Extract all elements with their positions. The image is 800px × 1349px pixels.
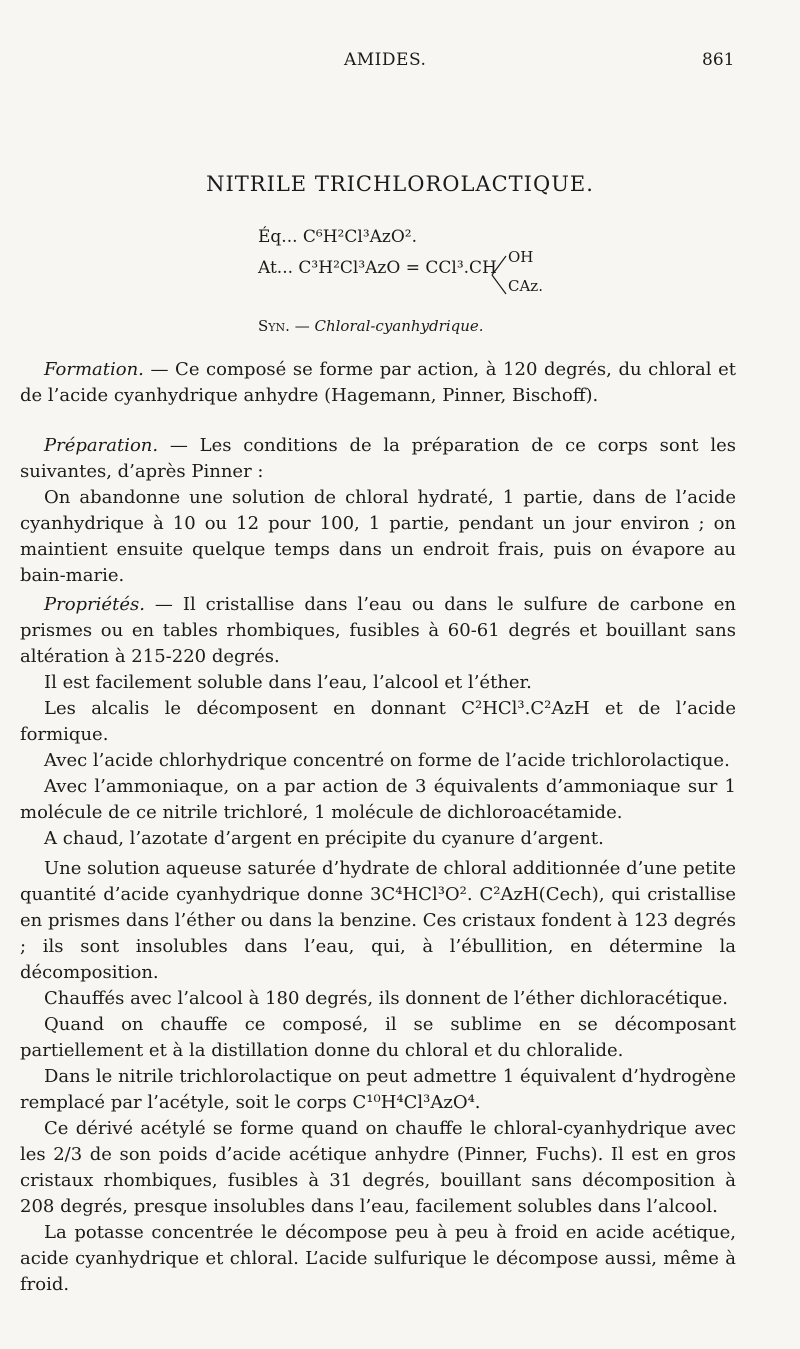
section-title: NITRILE TRICHLOROLACTIQUE. bbox=[206, 172, 594, 196]
alkali-paragraph: Les alcalis le décomposent en donnant C²HCl³.C²AzH et de l’acide formique. bbox=[20, 698, 736, 745]
proprietes-text: — Il cristallise dans l’eau ou dans le sulfure de carbone en prismes ou en tables rhombiques, fusibles à 60-61 degrés et bouillant sans altération à 215-220 degrés. bbox=[20, 594, 736, 667]
derivatives-section bbox=[20, 856, 736, 1298]
atomic-formula: At... C³H²Cl³AzO = CCl³.CH bbox=[258, 258, 497, 278]
proprietes-paragraph bbox=[20, 592, 736, 670]
preparation-section bbox=[20, 433, 736, 589]
aqueous-solution-paragraph: Une solution aqueuse saturée d’hydrate de chloral additionnée d’une petite quantité d’acide cyanhydrique donne 3C⁴HCl³O². C²AzH(Cech), qui cristallise en prismes dans l’éther ou dans la benzine. Ces cristaux fondent à 123 degrés ; ils sont insolubles dans l’eau, qui, à l’ébullition, en détermine la décomposition. bbox=[20, 858, 736, 983]
proprietes-heading: Propriétés. bbox=[44, 594, 145, 615]
preparation-procedure: On abandonne une solution de chloral hydraté, 1 partie, dans de l’acide cyanhydrique à 10 ou 12 pour 100, 1 partie, pendant un jour environ ; on maintient ensuite quelque temps dans un endroit frais, puis on évapore au bain-marie. bbox=[20, 487, 736, 586]
page-header bbox=[0, 50, 800, 74]
formula-oh: OH bbox=[508, 248, 534, 266]
formation-text: — Ce composé se forme par action, à 120 degrés, du chloral et de l’acide cyanhydrique anhydre (Hagemann, Pinner, Bischoff). bbox=[20, 359, 736, 406]
preparation-paragraph bbox=[20, 433, 736, 485]
hydrochloric-paragraph: Avec l’acide chlorhydrique concentré on forme de l’acide trichlorolactique. bbox=[44, 750, 730, 771]
formation-section bbox=[20, 357, 736, 409]
synonym-name: Chloral-cyanhydrique. bbox=[314, 317, 484, 335]
formula-branch bbox=[490, 252, 508, 298]
ammonia-paragraph: Avec l’ammoniaque, on a par action de 3 équivalents d’ammoniaque sur 1 molécule de ce nitrile trichloré, 1 molécule de dichloroacétamide. bbox=[20, 776, 736, 823]
synonym-line bbox=[258, 317, 484, 335]
alcohol-heating-paragraph: Chauffés avec l’alcool à 180 degrés, ils donnent de l’éther dichloracétique. bbox=[44, 988, 728, 1009]
sublimation-paragraph: Quand on chauffe ce composé, il se sublime en se décomposant partiellement et à la distillation donne du chloral et du chloralide. bbox=[20, 1014, 736, 1061]
running-title: AMIDES. bbox=[344, 50, 427, 70]
preparation-text: — Les conditions de la préparation de ce corps sont les suivantes, d’après Pinner : bbox=[20, 435, 736, 482]
page-number: 861 bbox=[702, 50, 735, 70]
acetyl-substitution-paragraph: Dans le nitrile trichlorolactique on peut admettre 1 équivalent d’hydrogène remplacé par l’acétyle, soit le corps C¹⁰H⁴Cl³AzO⁴. bbox=[20, 1066, 736, 1113]
synonym-dash: — bbox=[289, 317, 315, 335]
formation-paragraph bbox=[20, 357, 736, 409]
synonym-label: Syn. bbox=[258, 317, 290, 335]
acetyl-derivative-paragraph: Ce dérivé acétylé se forme quand on chauffe le chloral-cyanhydrique avec les 2/3 de son poids d’acide acétique anhydre (Pinner, Fuchs). Il est en gros cristaux rhombiques, fusibles à 31 degrés, bouillant sans décomposition à 208 degrés, presque insolubles dans l’eau, facilement solubles dans l’alcool. bbox=[20, 1118, 736, 1217]
silver-nitrate-paragraph: A chaud, l’azotate d’argent en précipite du cyanure d’argent. bbox=[44, 828, 604, 849]
preparation-heading: Préparation. bbox=[44, 435, 159, 456]
potash-paragraph: La potasse concentrée le décompose peu à peu à froid en acide acétique, acide cyanhydrique et chloral. L’acide sulfurique le décompose aussi, même à froid. bbox=[20, 1222, 736, 1295]
formula-caz: CAz. bbox=[508, 277, 543, 295]
proprietes-section bbox=[20, 592, 736, 852]
equivalent-formula: Éq... C⁶H²Cl³AzO². bbox=[258, 227, 418, 247]
formation-heading: Formation. bbox=[44, 359, 144, 380]
solubility-paragraph: Il est facilement soluble dans l’eau, l’alcool et l’éther. bbox=[44, 672, 532, 693]
